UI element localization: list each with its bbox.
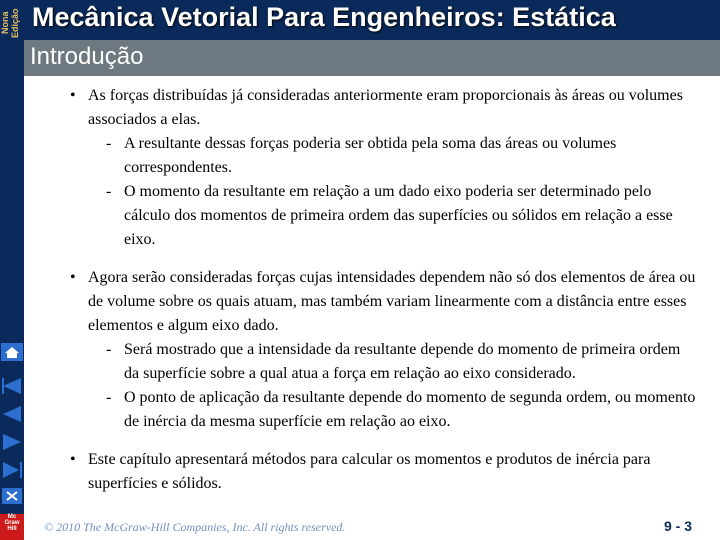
sub-bullet-item [88, 132, 698, 180]
bullet-text: • As forças distribuídas já consideradas anteriormente eram proporcionais às áreas ou volumes associados a elas. [88, 87, 683, 128]
mcgraw-hill-logo [0, 514, 24, 540]
bullet-text: • Agora serão consideradas forças cujas intensidades dependem não só dos elementos de área ou de volume sobre os quais atuam, mas também variam linearmente com a distância entre esses elementos e algum eixo dado. [88, 269, 696, 334]
left-sidebar [0, 0, 24, 540]
dash-marker: - [106, 389, 112, 406]
dash-marker: - [106, 135, 112, 152]
bullet-text: • Este capítulo apresentará métodos para calcular os momentos e produtos de inércia para superfícies e sólidos. [88, 451, 651, 492]
page-number: 9 - 3 [663, 518, 692, 534]
exit-icon[interactable] [0, 486, 24, 506]
sub-bullet-text: O momento da resultante em relação a um dado eixo poderia ser determinado pelo cálculo dos momentos de primeira ordem das superfícies ou sólidos em relação a esse eixo. [124, 183, 673, 248]
slide-content [68, 84, 698, 510]
sub-bullet-item [88, 180, 698, 252]
book-title: Mecânica Vetorial Para Engenheiros: Estática [32, 2, 616, 32]
edition-label: Nona Edição [0, 8, 20, 38]
logo-text: Mc Graw Hill [4, 514, 20, 532]
copyright-notice: © 2010 The McGraw-Hill Companies, Inc. All rights reserved. [44, 520, 346, 534]
last-slide-icon[interactable] [0, 460, 24, 480]
sub-bullet-text: O ponto de aplicação da resultante depende do momento de segunda ordem, ou momento de inércia da mesma superfície em relação ao eixo. [124, 389, 696, 430]
bullet-item [68, 448, 698, 496]
section-title: Introdução [30, 43, 144, 70]
previous-slide-icon[interactable] [0, 404, 24, 424]
next-slide-icon[interactable] [0, 432, 24, 452]
home-icon[interactable] [0, 342, 24, 362]
dash-marker: - [106, 183, 112, 200]
sub-bullet-item [88, 386, 698, 434]
bullet-item [68, 84, 698, 252]
title-bar [24, 0, 720, 40]
first-slide-icon[interactable] [0, 376, 24, 396]
dash-marker: - [106, 341, 112, 358]
sub-bullet-text: A resultante dessas forças poderia ser obtida pela soma das áreas ou volumes correspondentes. [124, 135, 617, 176]
sub-bullet-item [88, 338, 698, 386]
section-bar [24, 40, 720, 76]
sub-bullet-text: Será mostrado que a intensidade da resultante depende do momento de primeira ordem da superfície sobre a qual atua a força em relação ao eixo considerado. [124, 341, 681, 382]
bullet-item [68, 266, 698, 434]
